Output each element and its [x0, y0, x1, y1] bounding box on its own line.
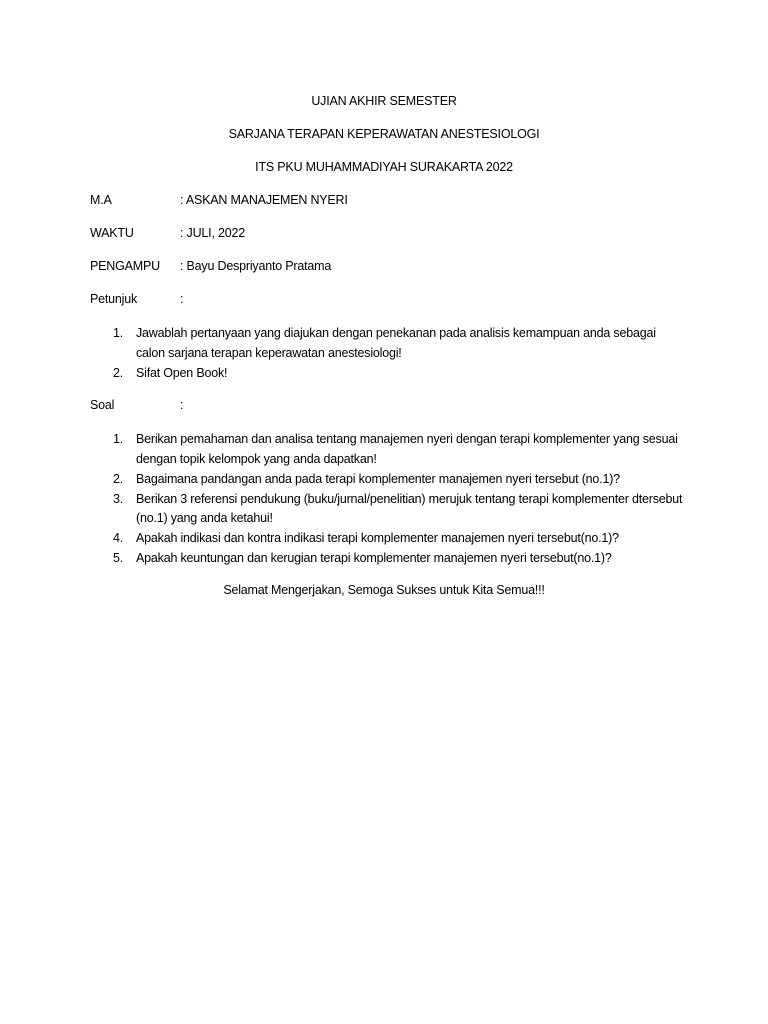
list-item-number: 5. — [113, 551, 124, 565]
list-item-text: Jawablah pertanyaan yang diajukan dengan penekanan pada analisis kemampuan anda sebagai calon sarjana terapan keperawatan anestesiologi! — [136, 326, 656, 360]
list-item — [113, 529, 683, 549]
list-item-number: 1. — [113, 432, 124, 446]
field-petunjuk-value: : — [180, 292, 184, 306]
list-item-text: Apakah keuntungan dan kerugian terapi komplementer manajemen nyeri tersebut(no.1)? — [136, 551, 612, 565]
field-soal-value: : — [180, 398, 184, 412]
list-item-text: Apakah indikasi dan kontra indikasi terapi komplementer manajemen nyeri tersebut(no.1)? — [136, 531, 619, 545]
list-item-text: Sifat Open Book! — [136, 365, 228, 380]
list-item — [113, 430, 683, 469]
field-pengampu-value: : Bayu Despriyanto Pratama — [180, 259, 332, 273]
field-pengampu-label: PENGAMPU — [90, 259, 160, 273]
soal-list — [113, 430, 683, 569]
institution-title: ITS PKU MUHAMMADIYAH SURAKARTA 2022 — [255, 160, 513, 174]
field-waktu-label: WAKTU — [90, 226, 134, 240]
field-waktu-value: : JULI, 2022 — [180, 226, 246, 240]
list-item-number: 4. — [113, 531, 124, 545]
list-item-number: 3. — [113, 491, 124, 506]
closing-message: Selamat Mengerjakan, Semoga Sukses untuk Kita Semua!!! — [223, 583, 545, 597]
list-item-text: Berikan 3 referensi pendukung (buku/jurnal/penelitian) merujuk tentang terapi komplementer dtersebut (no.1) yang anda ketahui! — [136, 491, 683, 525]
list-item — [113, 470, 683, 490]
list-item — [113, 324, 683, 363]
list-item-text: Berikan pemahaman dan analisa tentang manajemen nyeri dengan terapi komplementer yang sesuai dengan topik kelompok yang anda dapatkan! — [136, 432, 678, 466]
list-item — [113, 549, 683, 569]
list-item-number: 2. — [113, 471, 124, 486]
list-item — [113, 490, 683, 529]
exam-title: UJIAN AKHIR SEMESTER — [311, 94, 457, 108]
list-item — [113, 364, 683, 384]
list-item-text: Bagaimana pandangan anda pada terapi komplementer manajemen nyeri tersebut (no.1)? — [136, 471, 620, 486]
field-soal-label: Soal — [90, 398, 115, 412]
field-ma-value: : ASKAN MANAJEMEN NYERI — [180, 193, 348, 207]
field-petunjuk-label: Petunjuk — [90, 292, 138, 306]
list-item-number: 1. — [113, 326, 124, 340]
petunjuk-list — [113, 324, 683, 384]
field-ma-label: M.A — [90, 193, 112, 207]
program-title: SARJANA TERAPAN KEPERAWATAN ANESTESIOLOGI — [228, 127, 540, 141]
list-item-number: 2. — [113, 365, 124, 380]
